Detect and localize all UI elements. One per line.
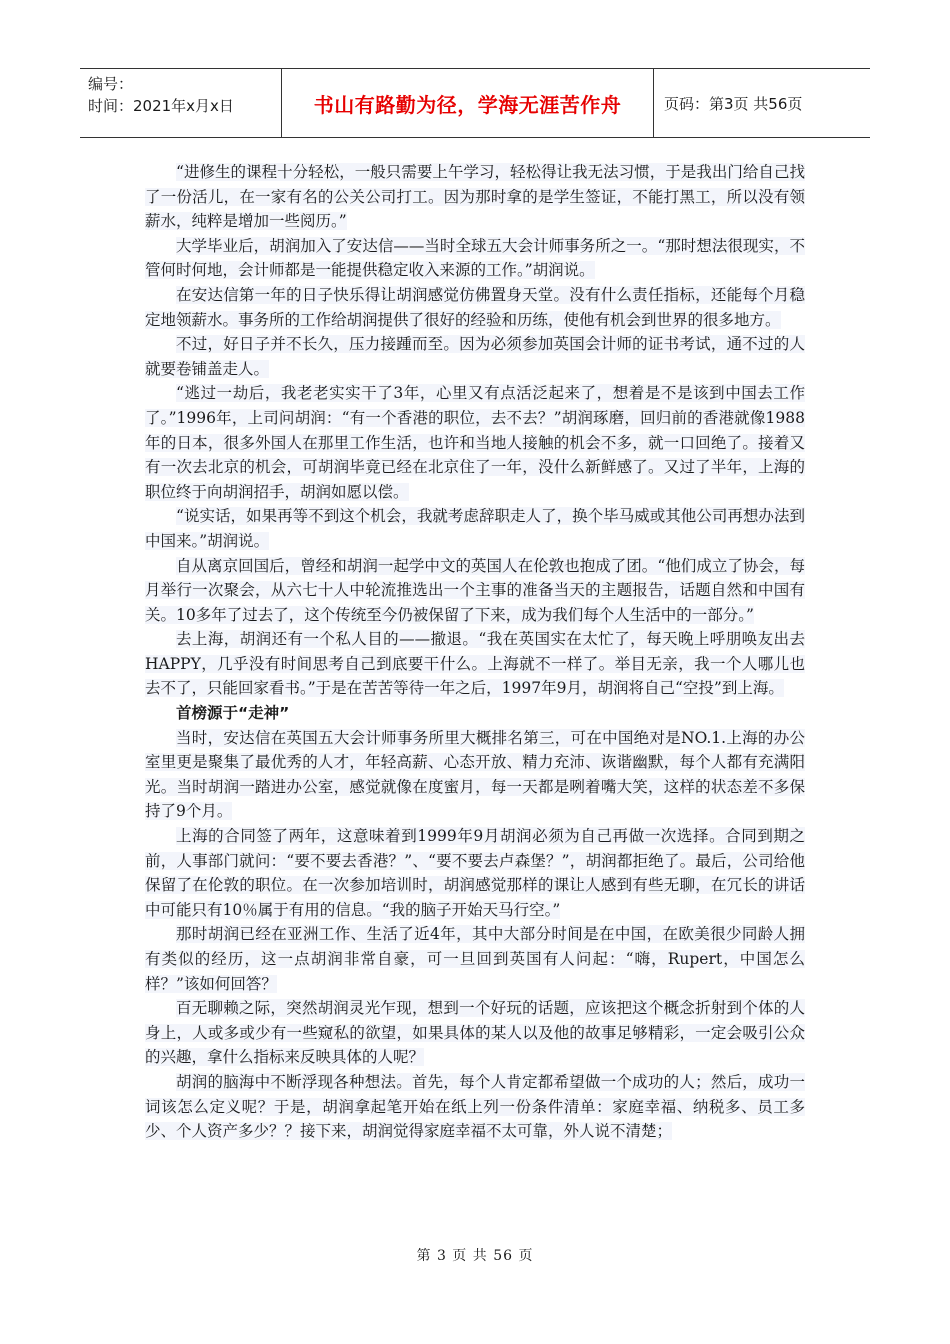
paragraph: “说实话，如果再等不到这个机会，我就考虑辞职走人了，换个毕马威或其他公司再想办法到中国来。”胡润说。 xyxy=(145,507,805,550)
time-label: 时间：2021年x月x日 xyxy=(88,97,234,115)
paragraph: 不过，好日子并不长久，压力接踵而至。因为必须参加英国会计师的证书考试，通不过的人就要卷铺盖走人。 xyxy=(145,335,805,378)
header-meta xyxy=(80,69,282,137)
header-page-label: 页码：第3页 共56页 xyxy=(664,94,803,113)
paragraph: 在安达信第一年的日子快乐得让胡润感觉仿佛置身天堂。没有什么责任指标，还能每个月稳定地领薪水。事务所的工作给胡润提供了很好的经验和历练，使他有机会到世界的很多地方。 xyxy=(145,285,805,329)
paragraph: 百无聊赖之际，突然胡润灵光乍现，想到一个好玩的话题，应该把这个概念折射到个体的人身上，人或多或少有一些窥私的欲望，如果具体的某人以及他的故事足够精彩，一定会吸引公众的兴趣，拿什么指标来反映具体的人呢？ xyxy=(145,999,805,1067)
paragraph: 那时胡润已经在亚洲工作、生活了近4年，其中大部分时间是在中国，在欧美很少同龄人拥有类似的经历，这一点胡润非常自豪，可一旦回到英国有人问起：“嗨，Rupert，中国怎么样？”该如何回答？ xyxy=(145,925,805,993)
header-motto: 书山有路勤为径，学海无涯苦作舟 xyxy=(282,69,654,137)
paragraph: 自从离京回国后，曾经和胡润一起学中文的英国人在伦敦也抱成了团。“他们成立了协会，每月举行一次聚会，从六七十人中轮流推选出一个主事的准备当天的主题报告，话题自然和中国有关。10多年了过去了，这个传统至今仍被保留了下来，成为我们每个人生活中的一部分。” xyxy=(145,556,805,624)
paragraph: 大学毕业后，胡润加入了安达信——当时全球五大会计师事务所之一。“那时想法很现实，不管何时何地，会计师都是一能提供稳定收入来源的工作。”胡润说。 xyxy=(145,236,805,280)
paragraph: “逃过一劫后，我老老实实干了3年，心里又有点活泛起来了，想着是不是该到中国去工作了。”1996年，上司问胡润：“有一个香港的职位，去不去？”胡润琢磨，回归前的香港就像1988年的日本，很多外国人在那里工作生活，也许和当地人接触的机会不多，就一口回绝了。接着又有一次去北京的机会，可胡润毕竟已经在北京住了一年，没什么新鲜感了。又过了半年，上海的职位终于向胡润招手，胡润如愿以偿。 xyxy=(145,384,805,501)
number-label: 编号： xyxy=(88,75,134,93)
page-footer: 第 3 页 共 56 页 xyxy=(416,1248,534,1264)
page-header xyxy=(80,68,870,138)
paragraph: 去上海，胡润还有一个私人目的——撤退。“我在英国实在太忙了，每天晚上呼朋唤友出去HAPPY，几乎没有时间思考自己到底要干什么。上海就不一样了。举目无亲，我一个人哪儿也去不了，只能回家看书。”于是在苦苦等待一年之后，1997年9月，胡润将自己“空投”到上海。 xyxy=(145,630,805,698)
paragraph: 上海的合同签了两年，这意味着到1999年9月胡润必须为自己再做一次选择。合同到期之前，人事部门就问：“要不要去香港？”、“要不要去卢森堡？”，胡润都拒绝了。最后，公司给他保留了在伦敦的职位。在一次参加培训时，胡润感觉那样的课让人感到有些无聊，在冗长的讲话中可能只有10％属于有用的信息。“我的脑子开始天马行空。” xyxy=(145,827,805,919)
paragraph: 当时，安达信在英国五大会计师事务所里大概排名第三，可在中国绝对是NO.1.上海的办公室里更是聚集了最优秀的人才，年轻高薪、心态开放、精力充沛、诙谐幽默，每个人都有充满阳光。当时胡润一踏进办公室，感觉就像在度蜜月，每一天都是咧着嘴大笑，这样的状态差不多保持了9个月。 xyxy=(145,728,805,821)
paragraph: 胡润的脑海中不断浮现各种想法。首先，每个人肯定都希望做一个成功的人；然后，成功一词该怎么定义呢？于是，胡润拿起笔开始在纸上列一份条件清单：家庭幸福、纳税多、员工多少、个人资产多少？？接下来，胡润觉得家庭幸福不太可靠，外人说不清楚； xyxy=(145,1072,805,1141)
section-heading: 首榜源于“走神” xyxy=(176,704,290,723)
document-body xyxy=(145,160,805,1144)
paragraph: “进修生的课程十分轻松，一般只需要上午学习，轻松得让我无法习惯，于是我出门给自己找了一份活儿，在一家有名的公关公司打工。因为那时拿的是学生签证，不能打黑工，所以没有领薪水，纯粹是增加一些阅历。” xyxy=(145,163,805,231)
